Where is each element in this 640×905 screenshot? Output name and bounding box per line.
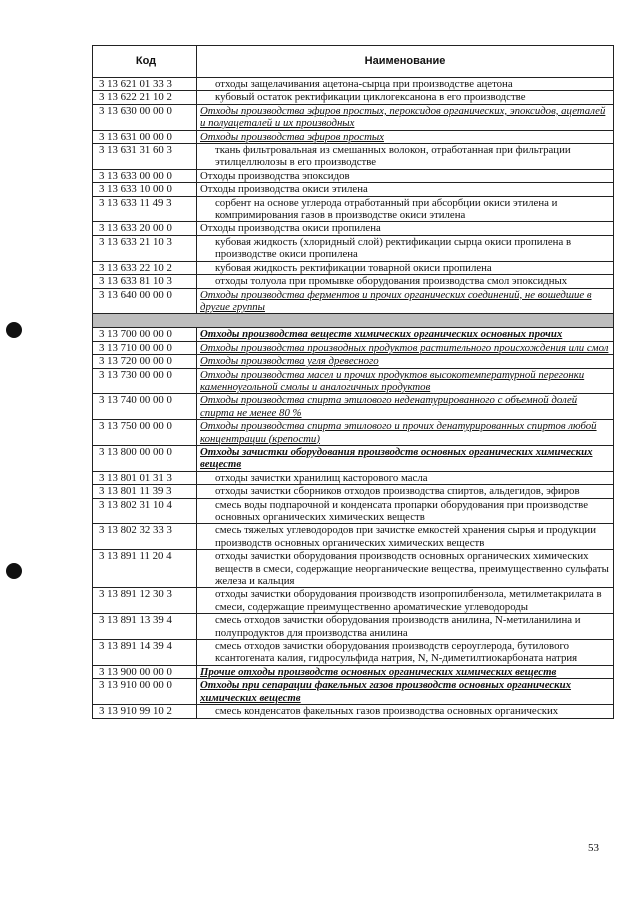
table-row xyxy=(93,614,614,640)
waste-code: 3 13 720 00 00 0 xyxy=(93,355,197,368)
punch-hole-bottom xyxy=(6,563,22,579)
waste-code: 3 13 891 14 39 4 xyxy=(93,640,197,666)
waste-name: Отходы производства эфиров простых xyxy=(197,130,614,143)
waste-code: 3 13 800 00 00 0 xyxy=(93,445,197,471)
waste-code: 3 13 710 00 00 0 xyxy=(93,341,197,354)
table-row xyxy=(93,355,614,368)
table-row xyxy=(93,144,614,170)
waste-name: Отходы производства эфиров простых, пероксидов органических, эпоксидов, ацеталей и полуацеталей и их производных xyxy=(197,104,614,130)
table-row xyxy=(93,130,614,143)
column-header-code: Код xyxy=(93,46,197,78)
waste-name: кубовая жидкость ректификации товарной окиси пропилена xyxy=(197,261,614,274)
table-row xyxy=(93,78,614,91)
waste-name: Отходы производства угля древесного xyxy=(197,355,614,368)
waste-name: кубовая жидкость (хлоридный слой) ректификации сырца окиси пропилена в производстве окиси пропилена xyxy=(197,235,614,261)
waste-code: 3 13 633 00 00 0 xyxy=(93,169,197,182)
waste-code: 3 13 802 31 10 4 xyxy=(93,498,197,524)
table-row xyxy=(93,445,614,471)
separator-row xyxy=(93,314,614,328)
table-row xyxy=(93,341,614,354)
waste-name: Отходы производства окиси пропилена xyxy=(197,222,614,235)
table-row xyxy=(93,104,614,130)
waste-code: 3 13 900 00 00 0 xyxy=(93,665,197,678)
waste-code: 3 13 630 00 00 0 xyxy=(93,104,197,130)
table-row xyxy=(93,328,614,341)
table-body xyxy=(93,78,614,719)
waste-code: 3 13 891 11 20 4 xyxy=(93,550,197,588)
table-row xyxy=(93,498,614,524)
waste-name: смесь воды подпарочной и конденсата пропарки оборудования при производстве основных органических химических веществ xyxy=(197,498,614,524)
waste-name: ткань фильтровальная из смешанных волокон, отработанная при фильтрации этилцеллюлозы в его производстве xyxy=(197,144,614,170)
waste-code: 3 13 801 11 39 3 xyxy=(93,485,197,498)
table-row xyxy=(93,550,614,588)
waste-code: 3 13 631 31 60 3 xyxy=(93,144,197,170)
table-row xyxy=(93,588,614,614)
waste-name: Отходы производства спирта этилового неденатурированного с объемной долей спирта не менее 80 % xyxy=(197,394,614,420)
waste-name: отходы зачистки оборудования производств изопропилбензола, метилметакрилата в смеси, содержащие преимущественно ароматические углеводороды xyxy=(197,588,614,614)
table-row xyxy=(93,222,614,235)
waste-code: 3 13 802 32 33 3 xyxy=(93,524,197,550)
waste-code: 3 13 633 81 10 3 xyxy=(93,275,197,288)
waste-name: Отходы производства веществ химических органических основных прочих xyxy=(197,328,614,341)
page-number: 53 xyxy=(588,842,599,854)
waste-code: 3 13 622 21 10 2 xyxy=(93,91,197,104)
table-row xyxy=(93,640,614,666)
table-row xyxy=(93,169,614,182)
waste-code: 3 13 633 22 10 2 xyxy=(93,261,197,274)
waste-code: 3 13 633 21 10 3 xyxy=(93,235,197,261)
table-row xyxy=(93,394,614,420)
table-row xyxy=(93,665,614,678)
waste-code: 3 13 740 00 00 0 xyxy=(93,394,197,420)
waste-code: 3 13 633 20 00 0 xyxy=(93,222,197,235)
waste-name: смесь отходов зачистки оборудования производств сероуглерода, бутилового ксантогената калия, гидросульфида натрия, N, N-диметилтиокарбоната натрия xyxy=(197,640,614,666)
waste-name: отходы зачистки оборудования производств основных органических химических веществ в смеси, содержащие неорганические вещества, преимущественно сульфаты железа и кальция xyxy=(197,550,614,588)
waste-code: 3 13 891 12 30 3 xyxy=(93,588,197,614)
waste-code: 3 13 633 10 00 0 xyxy=(93,183,197,196)
waste-name: смесь отходов зачистки оборудования производств анилина, N-метиланилина и полупродуктов для производства анилина xyxy=(197,614,614,640)
waste-name: Отходы производства спирта этилового и прочих денатурированных спиртов любой концентрации (крепости) xyxy=(197,420,614,446)
waste-name: смесь тяжелых углеводородов при зачистке емкостей хранения сырья и продукции производств основных органических химических веществ xyxy=(197,524,614,550)
waste-name: Отходы при сепарации факельных газов производств основных органических химических веществ xyxy=(197,679,614,705)
waste-code: 3 13 631 00 00 0 xyxy=(93,130,197,143)
waste-name: Отходы зачистки оборудования производств основных органических химических веществ xyxy=(197,445,614,471)
waste-code: 3 13 640 00 00 0 xyxy=(93,288,197,314)
table-row xyxy=(93,91,614,104)
waste-name: Отходы производства масел и прочих продуктов высокотемпературной перегонки каменноугольной смолы и аналогичных продуктов xyxy=(197,368,614,394)
table-row xyxy=(93,183,614,196)
waste-code: 3 13 910 00 00 0 xyxy=(93,679,197,705)
table-row xyxy=(93,420,614,446)
table-row xyxy=(93,679,614,705)
table-row xyxy=(93,235,614,261)
waste-name: Прочие отходы производств основных органических химических веществ xyxy=(197,665,614,678)
waste-code: 3 13 891 13 39 4 xyxy=(93,614,197,640)
table-row xyxy=(93,368,614,394)
waste-name: Отходы производства производных продуктов растительного происхождения или смол xyxy=(197,341,614,354)
waste-name: отходы защелачивания ацетона-сырца при производстве ацетона xyxy=(197,78,614,91)
waste-code: 3 13 621 01 33 3 xyxy=(93,78,197,91)
waste-code: 3 13 910 99 10 2 xyxy=(93,705,197,718)
waste-code: 3 13 750 00 00 0 xyxy=(93,420,197,446)
column-header-name: Наименование xyxy=(197,46,614,78)
waste-name: отходы зачистки хранилищ касторового масла xyxy=(197,471,614,484)
table-row xyxy=(93,471,614,484)
waste-name: Отходы производства окиси этилена xyxy=(197,183,614,196)
waste-name: отходы зачистки сборников отходов производства спиртов, альдегидов, эфиров xyxy=(197,485,614,498)
waste-name: кубовый остаток ректификации циклогексанона в его производстве xyxy=(197,91,614,104)
waste-name: смесь конденсатов факельных газов производства основных органических xyxy=(197,705,614,718)
waste-classifier-table xyxy=(92,45,614,719)
waste-name: Отходы производства эпоксидов xyxy=(197,169,614,182)
waste-code: 3 13 700 00 00 0 xyxy=(93,328,197,341)
table-row xyxy=(93,485,614,498)
waste-name: Отходы производства ферментов и прочих органических соединений, не вошедшие в другие группы xyxy=(197,288,614,314)
table-row xyxy=(93,275,614,288)
waste-code: 3 13 801 01 31 3 xyxy=(93,471,197,484)
table-row xyxy=(93,705,614,718)
waste-code: 3 13 730 00 00 0 xyxy=(93,368,197,394)
separator-cell xyxy=(93,314,614,328)
punch-hole-top xyxy=(6,322,22,338)
waste-name: отходы толуола при промывке оборудования производства смол эпоксидных xyxy=(197,275,614,288)
waste-name: сорбент на основе углерода отработанный при абсорбции окиси этилена и компримирования газов в производстве окиси этилена xyxy=(197,196,614,222)
table-header-row xyxy=(93,46,614,78)
table-row xyxy=(93,288,614,314)
table-row xyxy=(93,196,614,222)
waste-code: 3 13 633 11 49 3 xyxy=(93,196,197,222)
table-row xyxy=(93,524,614,550)
table-row xyxy=(93,261,614,274)
